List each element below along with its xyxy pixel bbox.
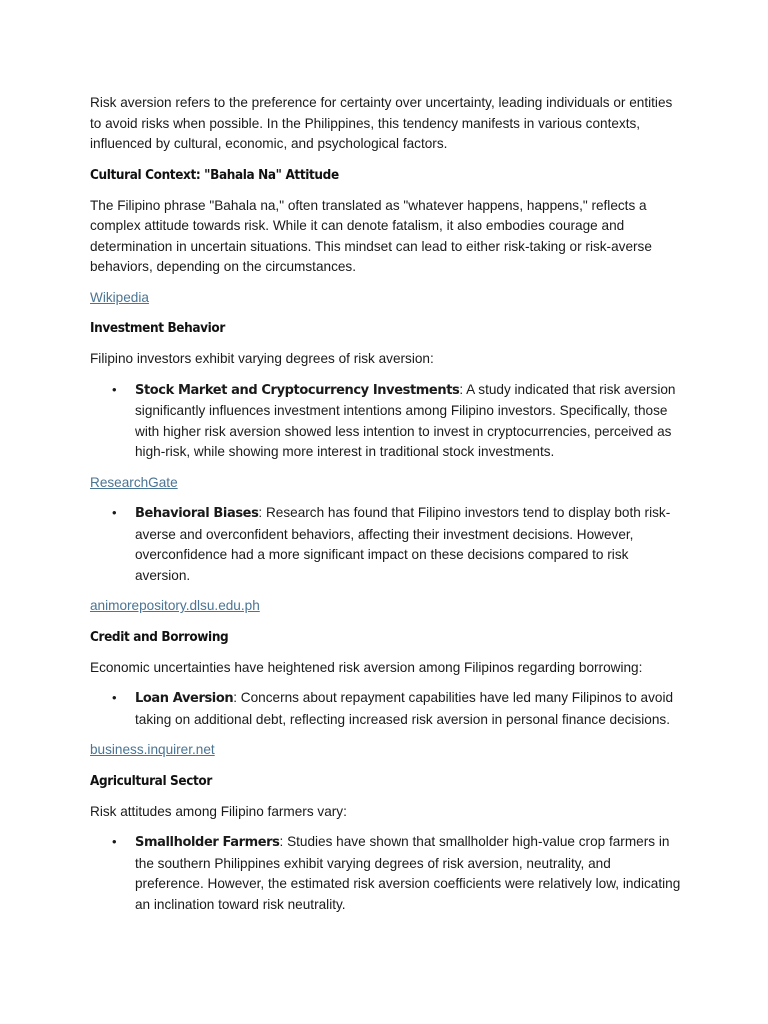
list-item-text: : A study indicated that risk aversion significantly influences investment intentions among Filipino investors. Specifically, those with higher risk aversion showed less intention to invest in cryptocurrencies, perceived as high-risk, while showing more interest in traditional stock investments.	[135, 381, 676, 459]
bullet-icon: •	[112, 834, 117, 849]
list-item	[90, 832, 682, 915]
bullet-icon: •	[112, 381, 117, 397]
credit-paragraph: Economic uncertainties have heightened risk aversion among Filipinos regarding borrowing:	[90, 659, 643, 675]
investment-list-2	[90, 503, 682, 586]
heading-cultural-context: Cultural Context: "Bahala Na" Attitude	[90, 167, 339, 183]
list-item	[90, 688, 682, 730]
list-item	[90, 380, 682, 463]
heading-agricultural-sector: Agricultural Sector	[90, 773, 212, 789]
investment-paragraph: Filipino investors exhibit varying degrees of risk aversion:	[90, 351, 434, 366]
intro-paragraph: Risk aversion refers to the preference for certainty over uncertainty, leading individuals or entities to avoid risks when possible. In the Philippines, this tendency manifests in various contexts, influenced by cultural, economic, and psychological factors.	[90, 95, 673, 151]
list-item-term: Stock Market and Cryptocurrency Investments	[135, 382, 460, 398]
list-item	[90, 503, 682, 586]
cultural-context-paragraph: The Filipino phrase "Bahala na," often translated as "whatever happens, happens," reflects a complex attitude towards risk. While it can denote fatalism, it also embodies courage and determination in uncertain situations. This mindset can lead to either risk-taking or risk-averse behaviors, depending on the circumstances.	[90, 197, 652, 274]
heading-credit-borrowing: Credit and Borrowing	[90, 629, 229, 645]
list-item-text: : Concerns about repayment capabilities have led many Filipinos to avoid taking on additional debt, reflecting increased risk aversion in personal finance decisions.	[135, 690, 674, 727]
source-link-inquirer[interactable]: business.inquirer.net	[90, 742, 215, 757]
list-item-term: Behavioral Biases	[135, 506, 259, 521]
list-item-text: : Studies have shown that smallholder high-value crop farmers in the southern Philippines exhibit varying degrees of risk aversion, neutrality, and preference. However, the estimated risk aversion coefficients were relatively low, indicating an inclination toward risk neutrality.	[135, 834, 681, 912]
document-body	[90, 93, 682, 925]
source-link-wikipedia[interactable]: Wikipedia	[90, 289, 149, 305]
bullet-icon: •	[112, 505, 117, 520]
source-link-dlsu[interactable]: animorepository.dlsu.edu.ph	[90, 598, 260, 613]
credit-list	[90, 688, 682, 730]
investment-list-1	[90, 380, 682, 463]
agriculture-list	[90, 832, 682, 915]
list-item-term: Smallholder Farmers	[135, 835, 280, 850]
source-link-researchgate[interactable]: ResearchGate	[90, 474, 178, 490]
bullet-icon: •	[112, 690, 117, 705]
heading-investment-behavior: Investment Behavior	[90, 321, 225, 336]
list-item-term: Loan Aversion	[135, 691, 234, 706]
agriculture-paragraph: Risk attitudes among Filipino farmers vary:	[90, 803, 347, 819]
list-item-text: : Research has found that Filipino investors tend to display both risk-averse and overconfident behaviors, affecting their investment decisions. However, overconfidence had a more significant impact on these decisions compared to risk aversion.	[135, 505, 671, 583]
